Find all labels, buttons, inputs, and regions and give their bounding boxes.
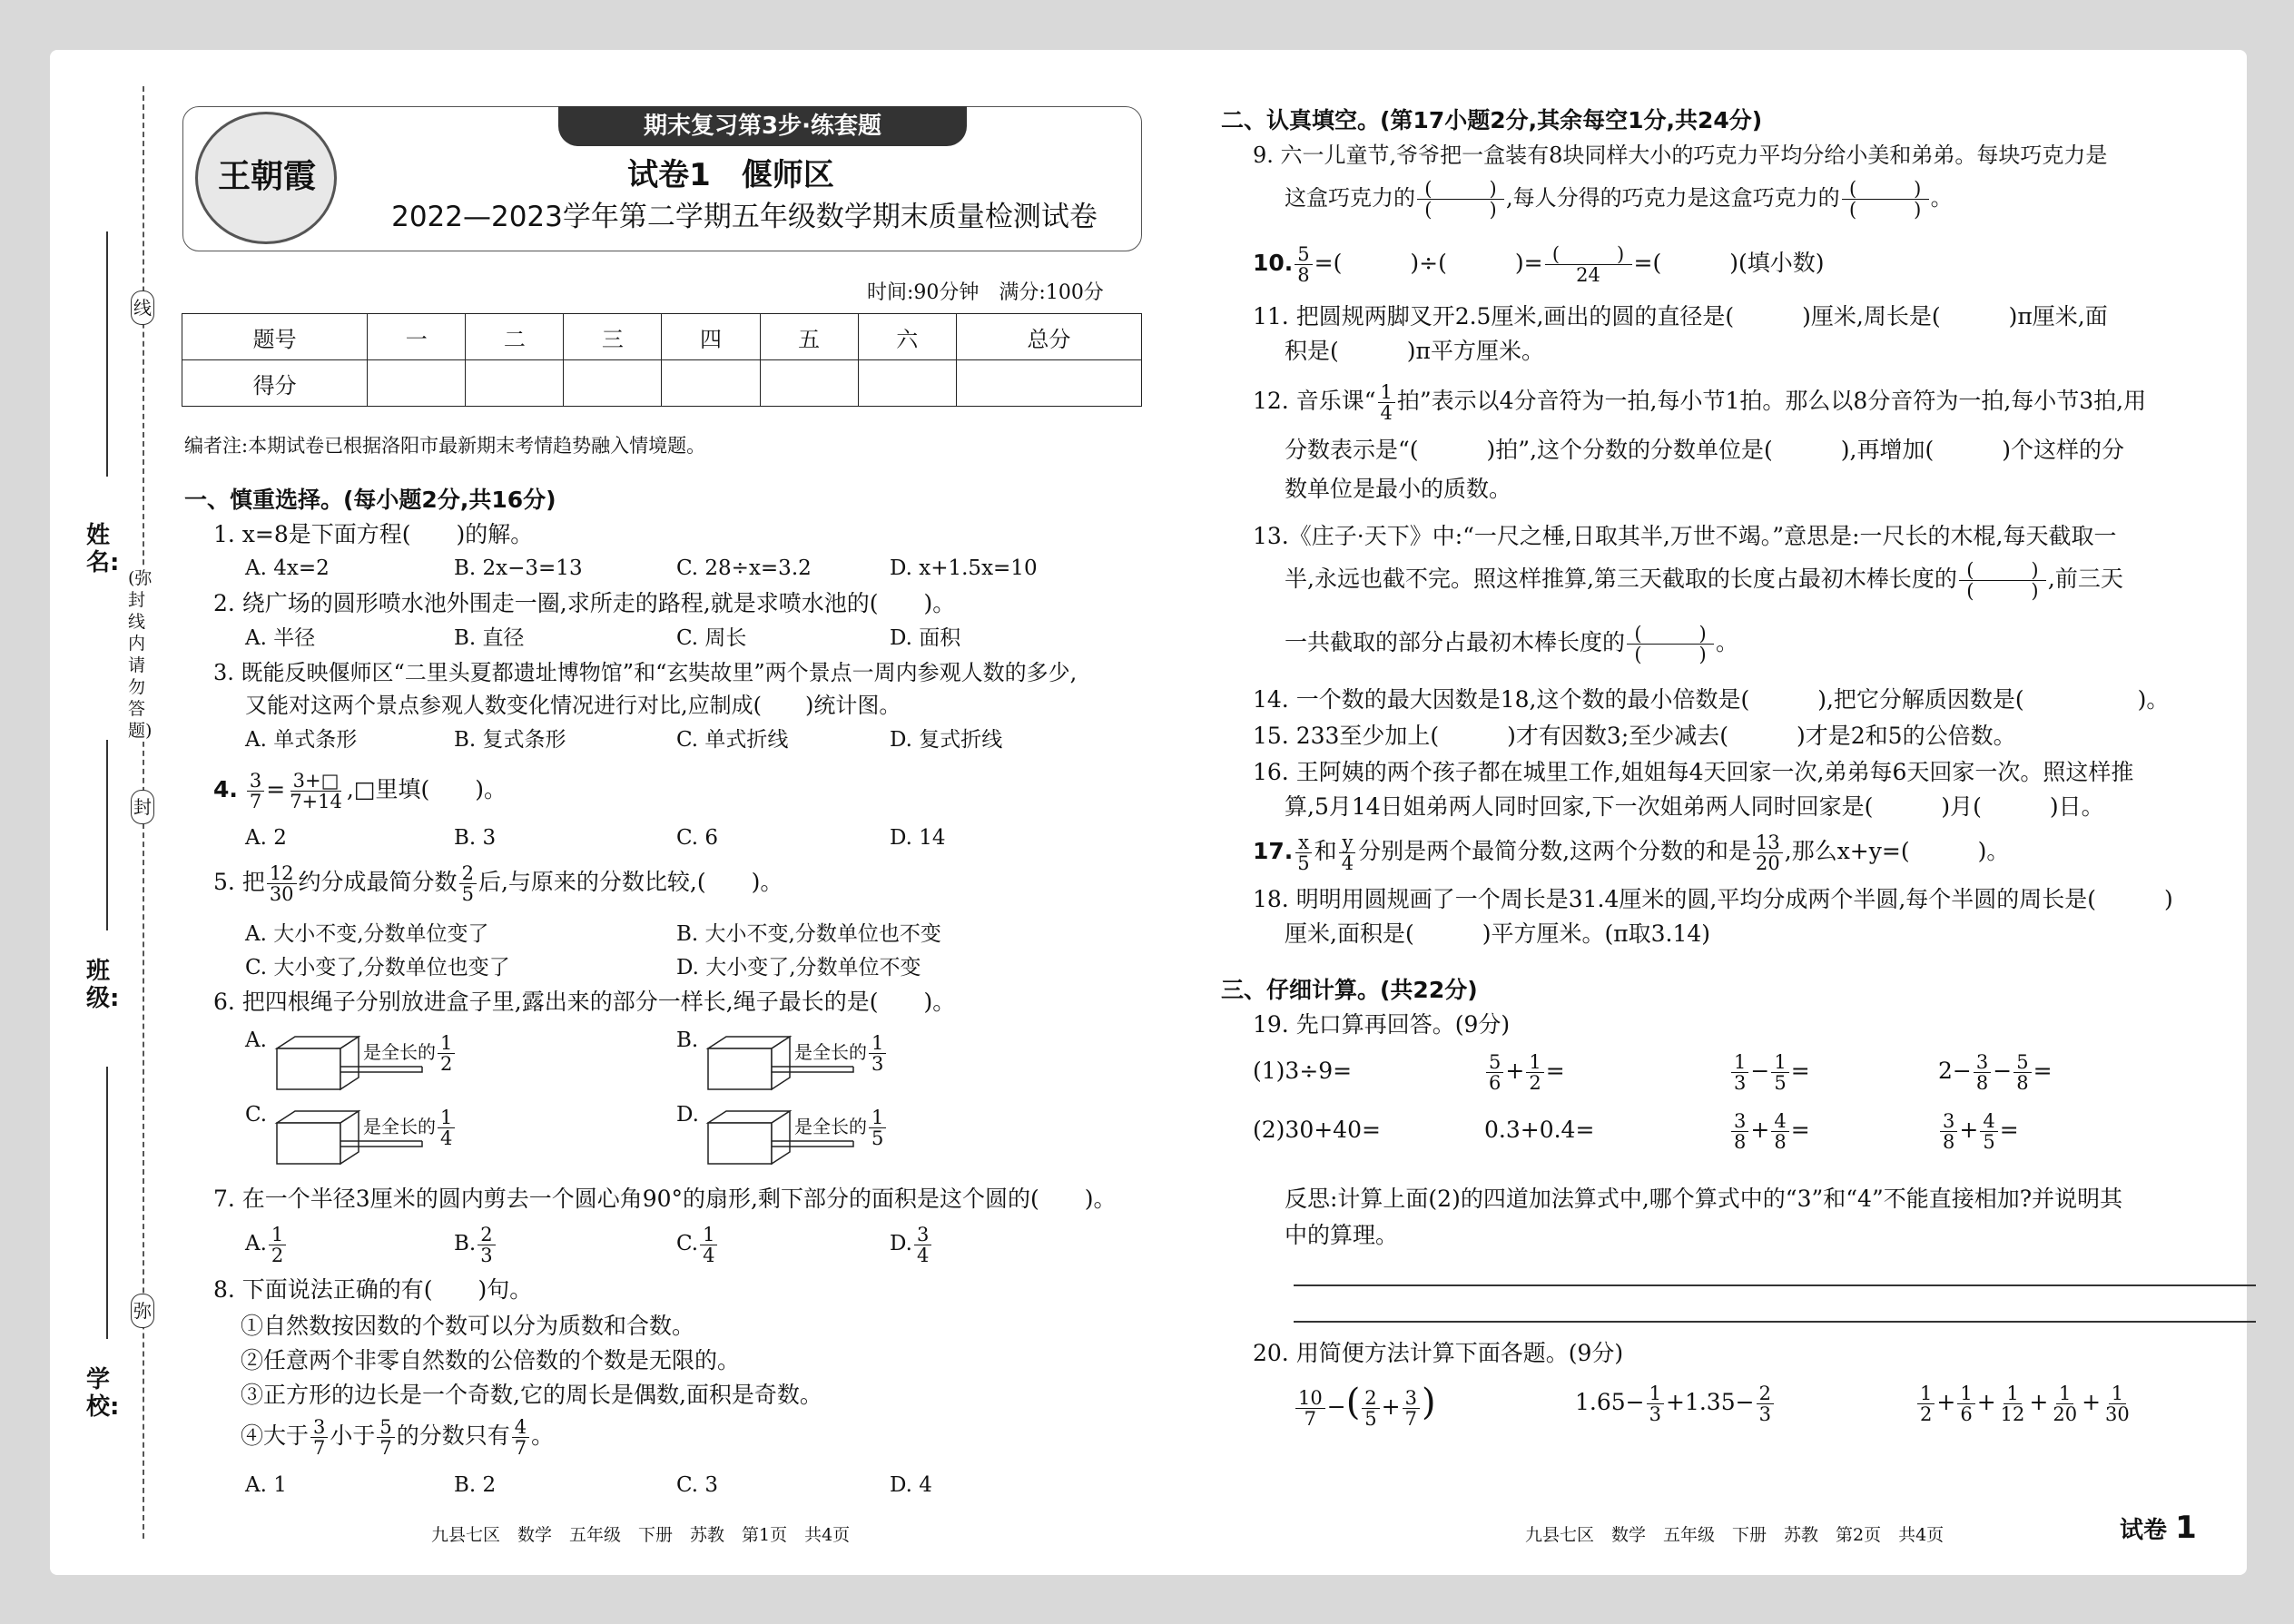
- q7-option-b[interactable]: B. $\frac{2}{3}$: [454, 1221, 497, 1266]
- q16-line2: 算,5月14日姐弟两人同时回家,下一次姐弟两人同时回家是( )月( )日。: [1285, 793, 2104, 820]
- q6-label-a: 是全长的 $\frac{1}{2}$: [363, 1032, 457, 1074]
- score-cell[interactable]: [858, 360, 956, 407]
- binding-warning: (弥封线内请勿答题): [128, 568, 153, 741]
- q6-option-c[interactable]: C.: [245, 1103, 268, 1127]
- publisher-logo: 王朝霞: [195, 112, 337, 244]
- q3-text-line2: 又能对这两个景点参观人数变化情况进行对比,应制成( )统计图。: [245, 693, 901, 718]
- q20-expr-3: $\frac{1}{2}$ + $\frac{1}{6}$ + $\frac{1}{12}$ + $\frac{1}{20}$ + $\frac{1}{30}$: [1915, 1375, 2134, 1430]
- q17-text: 17. $\frac{x}{5}$ 和 $\frac{y}{4}$ 分别是两个最简分数,这两个分数的和是 $\frac{13}{20}$ ,那么x+y=( )。: [1253, 832, 2010, 874]
- q19-r2-c2: 0.3+0.4=: [1484, 1117, 1595, 1143]
- q6-label-b: 是全长的 $\frac{1}{3}$: [794, 1032, 888, 1074]
- q2-option-c[interactable]: C. 周长: [676, 626, 747, 650]
- q19-r2-c1: (2)30+40=: [1253, 1117, 1381, 1143]
- q3-option-d[interactable]: D. 复式折线: [890, 728, 1003, 752]
- q6-option-b[interactable]: B.: [676, 1029, 699, 1052]
- q12-line1: 12. 音乐课“ $\frac{1}{4}$ 拍”表示以4分音符为一拍,每小节1拍。那么以8分音符为一拍,每小节3拍,用: [1253, 381, 2147, 424]
- q19-r1-c1: (1)3÷9=: [1253, 1058, 1353, 1084]
- q20-expr-2: 1.65− $\frac{1}{3}$ +1.35− $\frac{2}{3}$: [1575, 1375, 1776, 1430]
- score-table: [182, 313, 1142, 407]
- q6-text: 6. 把四根绳子分别放进盒子里,露出来的部分一样长,绳子最长的是( )。: [213, 989, 956, 1015]
- q13-line2: 半,永远也截不完。照这样推算,第三天截取的长度占最初木棒长度的 $\frac{( )}{( )}$ ,前三天: [1285, 559, 2123, 602]
- q7-option-a[interactable]: A. $\frac{1}{2}$: [245, 1221, 288, 1266]
- q18-line2: 厘米,面积是( )平方厘米。(π取3.14): [1285, 920, 1711, 947]
- q19-r1-c3: $\frac{1}{3}$ − $\frac{1}{5}$ =: [1729, 1048, 1810, 1094]
- section-3-title: 三、仔细计算。(共22分): [1221, 977, 1478, 1003]
- q13-line1: 13.《庄子·天下》中:“一尺之棰,日取其半,万世不竭。”意思是:一尺长的木棍,每天截取一: [1253, 523, 2117, 549]
- school-label: 学校:: [86, 1366, 120, 1421]
- q9-line1: 9. 六一儿童节,爷爷把一盒装有8块同样大小的巧克力平均分给小美和弟弟。每块巧克力是: [1253, 143, 2108, 168]
- q10-text: 10. $\frac{5}{8}$ =( )÷( )= $\frac{( )}{24}$ =( )(填小数): [1253, 243, 1825, 286]
- q19-r2-c4: $\frac{3}{8}$ + $\frac{4}{5}$ =: [1938, 1107, 2019, 1153]
- q6-label-d: 是全长的 $\frac{1}{5}$: [794, 1107, 888, 1148]
- score-cell[interactable]: [564, 360, 662, 407]
- mi-mark: 弥: [131, 1294, 154, 1328]
- score-row-label: 得分: [182, 360, 368, 407]
- footer-left: 九县七区 数学 五年级 下册 苏教 第1页 共4页: [431, 1525, 851, 1545]
- q4-option-b[interactable]: B. 3: [454, 826, 497, 850]
- q7-text: 7. 在一个半径3厘米的圆内剪去一个圆心角90°的扇形,剩下部分的面积是这个圆的( )。: [213, 1186, 1117, 1212]
- q14-text: 14. 一个数的最大因数是18,这个数的最小倍数是( ),把它分解质因数是( )。: [1253, 686, 2170, 713]
- q9-line2: 这盒巧克力的 $\frac{( )}{( )}$ ,每人分得的巧克力是这盒巧克力的 $\frac{( )}{( )}$ 。: [1285, 178, 1953, 221]
- paper-tag: 试卷 1: [2120, 1510, 2197, 1546]
- q3-option-b[interactable]: B. 复式条形: [454, 728, 566, 752]
- q8-statement-1: ①自然数按因数的个数可以分为质数和合数。: [241, 1313, 695, 1339]
- exam-title: 2022—2023学年第二学期五年级数学期末质量检测试卷: [391, 201, 1098, 233]
- q13-line3: 一共截取的部分占最初木棒长度的 $\frac{( )}{( )}$ 。: [1285, 623, 1739, 665]
- score-header-cell: 五: [760, 314, 858, 360]
- q15-text: 15. 233至少加上( )才有因数3;至少减去( )才是2和5的公倍数。: [1253, 723, 2016, 749]
- q19-r1-c2: $\frac{5}{6}$ + $\frac{1}{2}$ =: [1484, 1048, 1565, 1094]
- score-header-cell: 二: [466, 314, 564, 360]
- score-cell[interactable]: [368, 360, 466, 407]
- score-header-cell: 四: [662, 314, 760, 360]
- score-cell[interactable]: [662, 360, 760, 407]
- q8-statement-2: ②任意两个非零自然数的公倍数的个数是无限的。: [241, 1347, 741, 1373]
- score-cell[interactable]: [760, 360, 858, 407]
- q12-line2: 分数表示是“( )拍”,这个分数的分数单位是( ),再增加( )个这样的分: [1285, 437, 2124, 463]
- q1-option-d[interactable]: D. x+1.5x=10: [890, 556, 1038, 580]
- q8-statement-3: ③正方形的边长是一个奇数,它的周长是偶数,面积是奇数。: [241, 1382, 822, 1408]
- q3-text-line1: 3. 既能反映偃师区“二里头夏都遗址博物馆”和“玄奘故里”两个景点一周内参观人数的多少,: [213, 660, 1078, 685]
- q8-option-b[interactable]: B. 2: [454, 1473, 497, 1497]
- q20-text: 20. 用简便方法计算下面各题。(9分): [1253, 1340, 1624, 1366]
- q11-line2: 积是( )π平方厘米。: [1285, 338, 1544, 364]
- paper-title: 试卷1 偃师区: [627, 157, 834, 193]
- q4-option-d[interactable]: D. 14: [890, 826, 946, 850]
- q12-line3: 数单位是最小的质数。: [1285, 476, 1512, 502]
- q1-option-b[interactable]: B. 2x−3=13: [454, 556, 583, 580]
- q5-option-b[interactable]: B. 大小不变,分数单位也不变: [676, 922, 941, 946]
- q7-option-d[interactable]: D. $\frac{3}{4}$: [890, 1221, 933, 1266]
- score-header-cell: 题号: [182, 314, 368, 360]
- q6-label-c: 是全长的 $\frac{1}{4}$: [363, 1107, 457, 1148]
- q8-option-a[interactable]: A. 1: [245, 1473, 287, 1497]
- q19-r1-c4: 2− $\frac{3}{8}$ − $\frac{5}{8}$ =: [1938, 1051, 2053, 1094]
- q1-option-a[interactable]: A. 4x=2: [245, 556, 330, 580]
- q1-option-c[interactable]: C. 28÷x=3.2: [676, 556, 812, 580]
- score-header-row: [182, 314, 1142, 360]
- q5-text: 5. 把 $\frac{12}{30}$ 约分成最简分数 $\frac{2}{5}$ 后,与原来的分数比较,( )。: [213, 862, 783, 905]
- q8-statement-4: ④大于 $\frac{3}{7}$ 小于 $\frac{5}{7}$ 的分数只有 $\frac{4}{7}$ 。: [241, 1416, 555, 1459]
- time-info: 时间:90分钟 满分:100分: [867, 281, 1104, 304]
- feng-mark: 封: [131, 790, 154, 824]
- q1-text: 1. x=8是下面方程( )的解。: [213, 521, 534, 547]
- score-header-cell: 一: [368, 314, 466, 360]
- q2-option-d[interactable]: D. 面积: [890, 626, 961, 650]
- section-2-title: 二、认真填空。(第17小题2分,其余每空1分,共24分): [1221, 107, 1763, 133]
- q7-option-c[interactable]: C. $\frac{1}{4}$: [676, 1221, 719, 1266]
- exam-page: [50, 50, 2247, 1575]
- answer-line-1[interactable]: [1294, 1284, 2256, 1286]
- q3-option-c[interactable]: C. 单式折线: [676, 728, 789, 752]
- q19-text: 19. 先口算再回答。(9分): [1253, 1011, 1511, 1038]
- q19-r2-c3: $\frac{3}{8}$ + $\frac{4}{8}$ =: [1729, 1107, 1810, 1153]
- q16-line1: 16. 王阿姨的两个孩子都在城里工作,姐姐每4天回家一次,弟弟每6天回家一次。照这样推: [1253, 759, 2134, 785]
- score-header-cell: 总分: [956, 314, 1141, 360]
- q2-option-a[interactable]: A. 半径: [245, 626, 316, 650]
- reflect-line2: 中的算理。: [1285, 1222, 1399, 1248]
- q4-option-c[interactable]: C. 6: [676, 826, 719, 850]
- score-cell[interactable]: [956, 360, 1141, 407]
- q8-option-d[interactable]: D. 4: [890, 1473, 932, 1497]
- xian-mark: 线: [131, 290, 154, 325]
- q6-option-a[interactable]: A.: [245, 1029, 267, 1052]
- class-label: 班级:: [86, 958, 120, 1012]
- q8-text: 8. 下面说法正确的有( )句。: [213, 1276, 533, 1303]
- score-header-cell: 三: [564, 314, 662, 360]
- header-banner: 期末复习第3步·练套题: [558, 106, 967, 146]
- score-value-row: [182, 360, 1142, 407]
- score-cell[interactable]: [466, 360, 564, 407]
- footer-right: 九县七区 数学 五年级 下册 苏教 第2页 共4页: [1525, 1525, 1944, 1545]
- q5-option-d[interactable]: D. 大小变了,分数单位不变: [676, 956, 921, 979]
- q2-option-b[interactable]: B. 直径: [454, 626, 525, 650]
- q20-expr-1: $\frac{10}{7}$ −( $\frac{2}{5}$ + $\frac{3}{7}$ ): [1294, 1375, 1436, 1434]
- q3-option-a[interactable]: A. 单式条形: [245, 728, 358, 752]
- q5-option-a[interactable]: A. 大小不变,分数单位变了: [245, 922, 489, 946]
- q8-option-c[interactable]: C. 3: [676, 1473, 719, 1497]
- q4-option-a[interactable]: A. 2: [245, 826, 287, 850]
- q2-text: 2. 绕广场的圆形喷水池外围走一圈,求所走的路程,就是求喷水池的( )。: [213, 590, 956, 616]
- name-label: 姓名:: [86, 522, 120, 576]
- q4-text: 4. $\frac{3}{7}$ = $\frac{3+□}{7+14}$ ,□里填( )。: [213, 770, 507, 812]
- editor-note: 编者注:本期试卷已根据洛阳市最新期末考情趋势融入情境题。: [184, 435, 706, 457]
- q18-line1: 18. 明明用圆规画了一个周长是31.4厘米的圆,平均分成两个半圆,每个半圆的周长是( ): [1253, 886, 2173, 912]
- section-1-title: 一、慎重选择。(每小题2分,共16分): [184, 487, 556, 513]
- q11-line1: 11. 把圆规两脚叉开2.5厘米,画出的圆的直径是( )厘米,周长是( )π厘米,面: [1253, 303, 2108, 330]
- score-header-cell: 六: [858, 314, 956, 360]
- q5-option-c[interactable]: C. 大小变了,分数单位也变了: [245, 956, 510, 979]
- reflect-line1: 反思:计算上面(2)的四道加法算式中,哪个算式中的“3”和“4”不能直接相加?并说明其: [1285, 1186, 2123, 1212]
- q6-option-d[interactable]: D.: [676, 1103, 699, 1127]
- answer-line-2[interactable]: [1294, 1321, 2256, 1323]
